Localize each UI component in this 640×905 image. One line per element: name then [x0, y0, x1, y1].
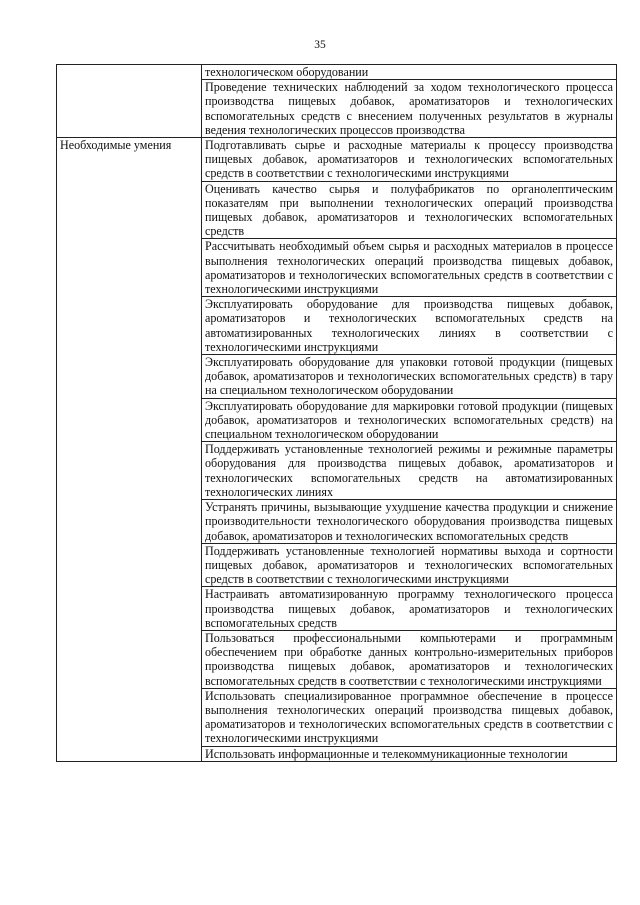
table-row [57, 138, 617, 182]
requirements-table [56, 64, 617, 762]
table-cell: Поддерживать установленные технологией нормативы выхода и сортности пищевых добавок, ароматизаторов и технологических вспомогательных средств в соответствии с технологическими инструкциями [202, 543, 617, 587]
table-cell: Рассчитывать необходимый объем сырья и расходных материалов в процессе выполнения технологических операций производства пищевых добавок, ароматизаторов и технологических вспомогательных средств в соответствии с технологическими инструкциями [202, 239, 617, 297]
empty-label-cell [57, 65, 202, 138]
table-cell: Поддерживать установленные технологией режимы и режимные параметры оборудования для производства пищевых добавок, ароматизаторов и технологических вспомогательных средств на автоматизированных технологических линиях [202, 442, 617, 500]
table-cell: Подготавливать сырье и расходные материалы к процессу производства пищевых добавок, ароматизаторов и технологических вспомогательных средств в соответствии с технологическими инструкциями [202, 138, 617, 182]
page-number: 35 [314, 39, 326, 51]
skills-label-cell: Необходимые умения [57, 138, 202, 762]
table-cell: Устранять причины, вызывающие ухудшение качества продукции и снижение производительности технологического оборудования производства пищевых добавок, ароматизаторов и технологических вспомогательных средств [202, 500, 617, 544]
table-cell: Эксплуатировать оборудование для упаковки готовой продукции (пищевых добавок, ароматизаторов и технологических вспомогательных средств) в тару на специальном технологическом оборудовании [202, 355, 617, 399]
table-cell: Эксплуатировать оборудование для маркировки готовой продукции (пищевых добавок, ароматизаторов и технологических вспомогательных средств) на специальном технологическом оборудовании [202, 398, 617, 442]
table-cell: Настраивать автоматизированную программу технологического процесса производства пищевых добавок, ароматизаторов и технологических вспомогательных средств [202, 587, 617, 631]
table-cell: Оценивать качество сырья и полуфабрикатов по органолептическим показателям при выполнении технологических операций производства пищевых добавок, ароматизаторов и технологических вспомогательных средств [202, 181, 617, 239]
table-cell: Использовать специализированное программное обеспечение в процессе выполнения технологических операций производства пищевых добавок, ароматизаторов и технологических вспомогательных средств в соответствии с технологическими инструкциями [202, 688, 617, 746]
table-cell: технологическом оборудовании [202, 65, 617, 80]
table-cell: Использовать информационные и телекоммуникационные технологии [202, 746, 617, 761]
table-cell: Пользоваться профессиональными компьютерами и программным обеспечением при обработке данных контрольно-измерительных приборов производства пищевых добавок, ароматизаторов и технологических вспомогательных средств в соответствии с технологическими инструкциями [202, 630, 617, 688]
table-cell: Эксплуатировать оборудование для производства пищевых добавок, ароматизаторов и технологических вспомогательных средств на автоматизированных технологических линиях в соответствии с технологическими инструкциями [202, 297, 617, 355]
table-cell: Проведение технических наблюдений за ходом технологического процесса производства пищевых добавок, ароматизаторов и технологических вспомогательных средств с внесением полученных результатов в журналы ведения технологических процессов производства [202, 80, 617, 138]
table-row [57, 65, 617, 80]
